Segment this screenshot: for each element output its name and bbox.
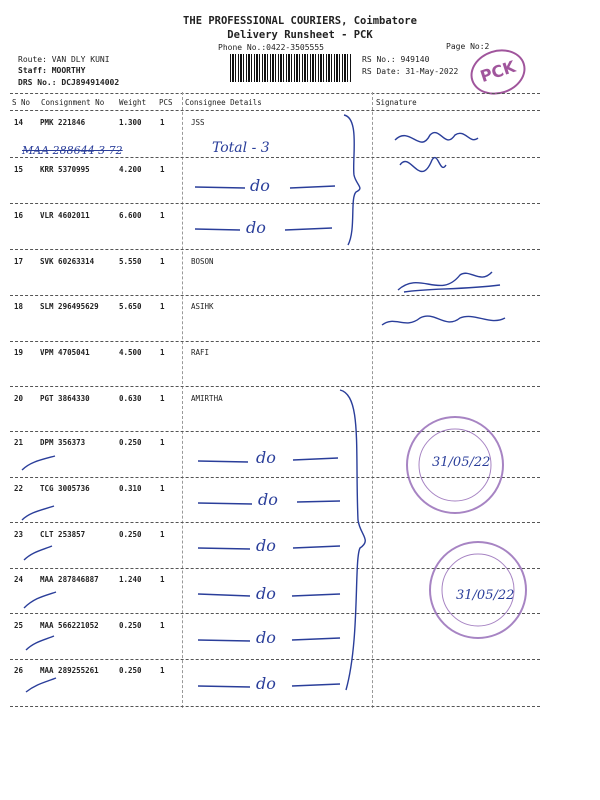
row-consignment: MAA 566221052 <box>40 621 99 630</box>
row-pcs: 1 <box>160 666 165 675</box>
col-pcs: PCS <box>159 98 173 107</box>
row-weight: 1.240 <box>119 575 142 584</box>
row-pcs: 1 <box>160 394 165 403</box>
col-consignee: Consignee Details <box>185 98 262 107</box>
row-pcs: 1 <box>160 484 165 493</box>
row-consignment: CLT 253857 <box>40 530 86 539</box>
row-pcs: 1 <box>160 211 165 220</box>
row-weight: 6.600 <box>119 211 142 220</box>
row-consignment: VLR 4602011 <box>40 211 90 220</box>
row-consignee: ASIHK <box>191 302 214 311</box>
row-sno: 21 <box>14 438 24 447</box>
row-weight: 1.300 <box>119 118 142 127</box>
row-sno: 20 <box>14 394 24 403</box>
rs-date: RS Date: 31-May-2022 <box>362 67 459 76</box>
row-weight: 0.630 <box>119 394 142 403</box>
ditto-mark: do <box>250 176 270 195</box>
row-weight: 5.650 <box>119 302 142 311</box>
col-sno: S No <box>12 98 31 107</box>
row-pcs: 1 <box>160 348 165 357</box>
row-pcs: 1 <box>160 621 165 630</box>
row-pcs: 1 <box>160 438 165 447</box>
row-weight: 4.200 <box>119 165 142 174</box>
phone-number: Phone No.:0422-3505555 <box>218 43 324 52</box>
row-sno: 24 <box>14 575 24 584</box>
row-sno: 26 <box>14 666 24 675</box>
row-weight: 4.500 <box>119 348 142 357</box>
ditto-mark: do <box>256 584 276 603</box>
ditto-mark: do <box>258 490 278 509</box>
row-sno: 23 <box>14 530 24 539</box>
ditto-mark: do <box>256 448 276 467</box>
row-consignment: SLM 296495629 <box>40 302 99 311</box>
ditto-mark: do <box>256 628 276 647</box>
row-consignment: DPM 356373 <box>40 438 86 447</box>
row-consignee: JSS <box>191 118 205 127</box>
row-consignment: TCG 3005736 <box>40 484 90 493</box>
route-label: Route: VAN DLY KUNI <box>18 55 110 64</box>
row-sno: 17 <box>14 257 24 266</box>
row-consignment: KRR 5370995 <box>40 165 90 174</box>
row-sno: 14 <box>14 118 24 127</box>
row-sno: 16 <box>14 211 24 220</box>
handwritten-date: 31/05/22 <box>456 588 515 603</box>
pck-stamp: PCK <box>465 42 532 101</box>
row-consignment: SVK 60263314 <box>40 257 95 266</box>
row-pcs: 1 <box>160 257 165 266</box>
handwritten-crossed-note: MAA 288644 3 72 <box>22 144 123 157</box>
page-number: Page No:2 <box>446 42 490 51</box>
col-weight: Weight <box>119 98 147 107</box>
document-subtitle: Delivery Runsheet - PCK <box>227 29 373 41</box>
row-sno: 18 <box>14 302 24 311</box>
row-weight: 0.250 <box>119 621 142 630</box>
row-consignee: BOSON <box>191 257 214 266</box>
row-consignment: PGT 3864330 <box>40 394 90 403</box>
row-consignment: MAA 289255261 <box>40 666 99 675</box>
row-consignment: VPM 4705041 <box>40 348 90 357</box>
row-pcs: 1 <box>160 575 165 584</box>
row-consignment: PMK 221846 <box>40 118 86 127</box>
handwritten-date: 31/05/22 <box>432 455 491 470</box>
ditto-mark: do <box>256 674 276 693</box>
document-title: THE PROFESSIONAL COURIERS, Coimbatore <box>183 15 417 27</box>
row-sno: 19 <box>14 348 24 357</box>
row-pcs: 1 <box>160 302 165 311</box>
handwritten-total: Total - 3 <box>212 140 270 156</box>
row-sno: 15 <box>14 165 24 174</box>
staff-label: Staff: MOORTHY <box>18 66 86 75</box>
row-weight: 0.250 <box>119 438 142 447</box>
ditto-mark: do <box>246 218 266 237</box>
row-weight: 5.550 <box>119 257 142 266</box>
row-weight: 0.250 <box>119 530 142 539</box>
row-pcs: 1 <box>160 118 165 127</box>
row-sno: 25 <box>14 621 24 630</box>
row-consignee: RAFI <box>191 348 210 357</box>
row-pcs: 1 <box>160 165 165 174</box>
col-consignment: Consignment No <box>41 98 105 107</box>
drs-number: DRS No.: DCJ894914002 <box>18 78 120 87</box>
col-signature: Signature <box>376 98 417 107</box>
row-consignee: AMIRTHA <box>191 394 223 403</box>
ditto-mark: do <box>256 536 276 555</box>
row-pcs: 1 <box>160 530 165 539</box>
row-weight: 0.310 <box>119 484 142 493</box>
row-sno: 22 <box>14 484 24 493</box>
row-consignment: MAA 287846887 <box>40 575 99 584</box>
rs-number: RS No.: 949140 <box>362 55 430 64</box>
row-weight: 0.250 <box>119 666 142 675</box>
